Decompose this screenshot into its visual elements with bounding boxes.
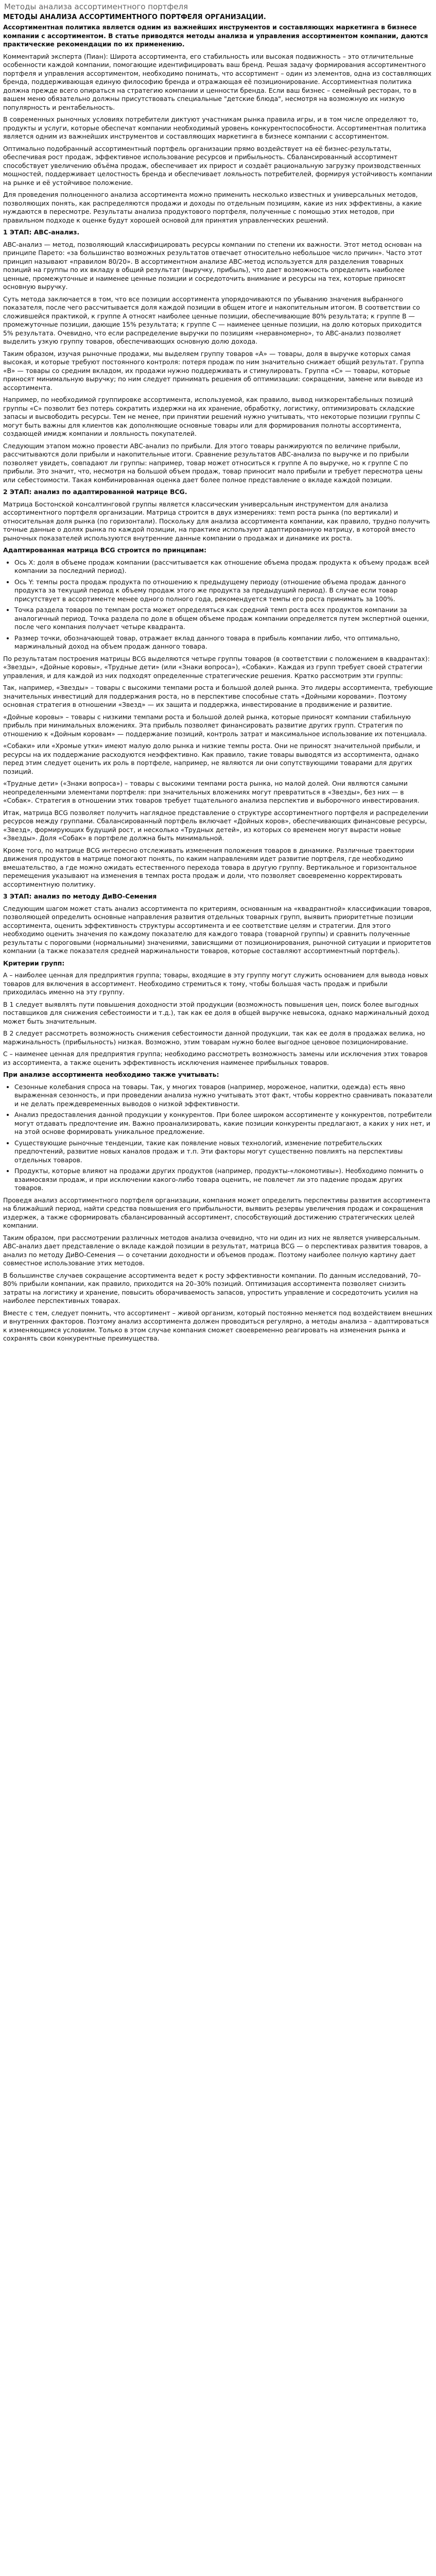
body-paragraph: Следующим шагом может стать анализ ассортимента по критериям, основанным на «квадрантной» классификации товаров, позволяющей определить основные направления развития отдельных товарных групп, выявить приоритетные позиции ассортимента, оценить эффективность структуры ассортимента и ее соответствие целям и стратегии. Для этого необходимо оценить значения по каждому показателю для каждого товара (товарной группы) и сравнить полученные результаты с пороговыми (нормальными) значениями, зависящими от позиционирования, рыночной ситуации и приоритетов компании (а также показателя средней маржинальности товаров, которые составляют ассортиментный портфель). xyxy=(3,904,432,955)
body-paragraph: Итак, матрица BCG позволяет получить наглядное представление о структуре ассортиментного портфеля и распределении ресурсов между группами. Сбалансированный портфель включает «Дойных коров», обеспечивающих финансовые ресурсы, «Звезд», формирующих будущий рост, и несколько «Трудных детей», из которых со временем могут вырасти новые «Звезды». Доля «Собак» в портфеле должна быть минимальной. xyxy=(3,808,428,842)
body-paragraph: Суть метода заключается в том, что все позиции ассортимента упорядочиваются по убыванию значения выбранного показателя, после чего рассчитывается доля каждой позиции в общем итоге и накопительным итогом. В соответствии со сложившейся практикой, к группе A относят наиболее ценные позиции, обеспечивающие 80% результата; к группе B — промежуточные позиции, дающие 15% результата; к группе C — наименее ценные позиции, на долю которых приходится 5% результата. Очевидно, что если распределение выручки по позициям «неравномерно», то ABC-анализ позволяет выделить узкую группу товаров, обеспечивающих основную долю дохода. xyxy=(3,295,422,345)
criteria-heading: Критерии групп: xyxy=(3,959,65,967)
body-paragraph: ABC-анализ — метод, позволяющий классифицировать ресурсы компании по степени их важности. Этот метод основан на принципе Парето: «за большинство возможных результатов отвечает относительно небольшое число причин». Часто этот принцип называют «правилом 80/20». В ассортиментном анализе ABC-метод используется для разделения товарных позиций на группы по их вкладу в общий результат (выручку, прибыль), что дает возможность определить наиболее ценные, промежуточные и наименее ценные позиции и сосредоточить внимание и ресурсы на тех, которые приносят основную выручку. xyxy=(3,240,423,291)
conclusion-paragraph: Таким образом, при рассмотрении различных методов анализа очевидно, что ни один из них не является универсальным. ABC-анализ дает представление о вкладе каждой позиции в результат, матрица BCG — о перспективах развития товаров, а анализ по методу ДиВО-Семения — о сочетании доходности и объемов продаж. Поэтому наиболее полную картину дает совместное использование этих методов. xyxy=(3,1233,428,1267)
body-paragraph: Для проведения полноценного анализа ассортимента можно применить несколько известных и универсальных методов, позволяющих понять, как распределяются продажи и доходы по отдельным позициям, какие из них эффективны, а какие нуждаются в пересмотре. Результаты анализа продуктового портфеля, полученные с помощью этих методов, при правильном подходе к оценке будут хорошей основой для принятия управленческих решений. xyxy=(3,191,422,224)
list-item: • Размер точки, обозначающей товар, отражает вклад данного товара в прибыль компании либо, что оптимально, маржинальный доход на объем продаж данного товара. xyxy=(14,634,433,651)
intro-paragraph: Ассортиментная политика является одним из важнейших инструментов и составляющих маркетинга в бизнесе компании с ассортиментом. В статье приводятся методы анализа и управления ассортиментом компании, даются практические рекомендации по их применению. xyxy=(3,23,428,48)
body-paragraph: «Собаки» или «Хромые утки» имеют малую долю рынка и низкие темпы роста. Они не приносят значительной прибыли, и ресурсы на их поддержание расходуются неэффективно. Как правило, такие товары выводятся из ассортимента, однако перед этим следует оценить их роль в портфеле, например, не являются ли они сопутствующими товарами для других позиций. xyxy=(3,742,421,775)
criteria-paragraph: A – наиболее ценная для предприятия группа; товары, входящие в эту группу могут служить основанием для вывода новых товаров для включения в ассортимент. Необходимо стремиться к тому, чтобы большая часть продаж и прибыли приходилась именно на эту группу. xyxy=(3,971,428,996)
body-paragraph: Например, по необходимой группировке ассортимента, используемой, как правило, вывод низкорентабельных позиций группы «С» позволит без потерь сократить издержки на их хранение, обработку, логистику, оптимизировать складские запасы и высвободить ресурсы. Тем не менее, при принятии решений нужно учитывать, что некоторые позиции группы C могут быть важны для клиентов как дополняющие основные товары или для формирования полноты ассортимента, создающей имидж компании и лояльность покупателей. xyxy=(3,396,421,437)
expert-comment: Комментарий эксперта (Пиан): Широта ассортимента, его стабильность или высокая подвижность – это отличительные особенности каждой компании, помогающие идентифицировать ваш бренд. Решая задачу формирования ассортиментного портфеля и управления ассортиментом, необходимо понимать, что ассортимент – один из элементов, одна из составляющих бренда, поддерживающая единую философию бренда и отражающая её позиционирование. Ассортиментная политика должна прежде всего опираться на стратегию компании и ценности бренда. Если ваш бизнес – семейный ресторан, то в вашем меню обязательно должны присутствовать специальные "детские блюда", несмотря на возможную их низкую популярность и рентабельность. xyxy=(3,52,432,111)
body-paragraph: Таким образом, изучая рыночные продажи, мы выделяем группу товаров «A» — товары, доля в выручке которых самая высокая, и которые требуют постоянного контроля: потеря продаж по ним значительно снижает общий результат. Группа «B» — товары со средним вкладом, их продажи нужно поддерживать и стимулировать. Группа «C» — товары, которые приносят минимальную выручку; по ним следует принимать решения об оптимизации: сокращении, замене или выводе из ассортимента. xyxy=(3,349,424,392)
list-item: • Сезонные колебания спроса на товары. Так, у многих товаров (например, мороженое, напитки, одежда) есть явно выраженная сезонность, и при проведении анализа нужно учитывать этот факт, чтобы корректно сравнивать показатели и не делать преждевременных выводов о низкой эффективности. xyxy=(14,1083,433,1109)
body-paragraph: Оптимально подобранный ассортиментный портфель организации прямо воздействует на её бизнес-результаты, обеспечивая рост продаж, эффективное использование ресурсов и прибыльность. Сбалансированный ассортимент способствует увеличению объёма продаж, обеспечивает их прирост и создаёт рациональную загрузку производственных мощностей, поддерживает целостность бренда и обеспечивает лояльность потребителей, формируя устойчивость компании на рынке и её устойчивое положение. xyxy=(3,144,432,187)
list-item: • Точка раздела товаров по темпам роста может определяться как средний темп роста всех продуктов компании за аналогичный период. Точка раздела по доле в общем объеме продаж компании определяется путем экспертной оценки, после чего компания получает четыре квадранта. xyxy=(14,606,433,632)
list-item: • Существующие рыночные тенденции, такие как появление новых технологий, изменение потребительских предпочтений, развитие новых каналов продаж и т.п. Эти факторы могут существенно повлиять на перспективы отдельных товаров. xyxy=(14,1139,433,1165)
article-title: МЕТОДЫ АНАЛИЗА АССОРТИМЕНТНОГО ПОРТФЕЛЯ ОРГАНИЗАЦИИ. xyxy=(3,13,266,21)
recommendations-heading: При анализе ассортимента необходимо также учитывать: xyxy=(3,1071,219,1078)
list-item: • Анализ предоставления данной продукции у конкурентов. При более широком ассортименте у конкурентов, потребители могут отдавать предпочтение им. Важно проанализировать, какие позиции конкуренты предлагают, а каких у них нет, и на этой основе формировать уникальное предложение. xyxy=(14,1111,433,1137)
body-paragraph: Матрица Бостонской консалтинговой группы является классическим универсальным инструментом для анализа ассортиментного портфеля организации. Матрица строится в двух измерениях: темп роста рынка (по вертикали) и относительная доля рынка (по горизонтали). Поскольку для анализа ассортимента компании, как правило, трудно получить точные данные о долях рынка по каждой позиции, на практике используют адаптированную матрицу, в которой вместо рыночных показателей используются внутренние данные компании о продажах и динамике их роста. xyxy=(3,500,430,542)
conclusion-paragraph: В большинстве случаев сокращение ассортимента ведет к росту эффективности компании. По данным исследований, 70–80% прибыли компании, как правило, приходится на 20–30% позиций. Оптимизация ассортимента позволяет снизить затраты на логистику и хранение, повысить оборачиваемость запасов, упростить управление и сосредоточить усилия на наиболее перспективных товарах. xyxy=(3,1271,421,1304)
section-heading-divo: 3 ЭТАП: анализ по методу ДиВО-Семения xyxy=(3,892,157,900)
body-paragraph: «Дойные коровы» – товары с низкими темпами роста и большой долей рынка, которые приносят компании стабильную прибыль при минимальных вложениях. Эта прибыль позволяет финансировать развитие других групп. Стратегия по отношению к «Дойным коровам» — поддержание позиций, контроль затрат и максимальное использование их потенциала. xyxy=(3,713,427,738)
body-paragraph: Следующим этапом можно провести ABC-анализ по прибыли. Для этого товары ранжируются по величине прибыли, рассчитываются доли прибыли и накопительные итоги. Сравнение результатов ABC-анализа по выручке и по прибыли позволяет увидеть, совпадают ли группы: например, товар может относиться к группе A по выручке, но к группе C по прибыли. Это значит, что, несмотря на большой объем продаж, товар приносит мало прибыли и требует пересмотра цены или себестоимости. Такая комбинированная оценка дает более полное представление о вкладе каждой позиции. xyxy=(3,442,423,484)
list-item: • Ось Y: темпы роста продаж продукта по отношению к предыдущему периоду (отношение объема продаж данного продукта за текущий период к объему продаж этого же продукта за предыдущий период). В случае если товар присутствует в ассортименте менее одного полного года, рекомендуется темпы его роста принимать за 100%. xyxy=(14,578,433,604)
list-item: • Ось X: доля в объеме продаж компании (рассчитывается как отношение объема продаж продукта к объему продаж всей компании за последний период). xyxy=(14,558,433,575)
section-heading-abc: 1 ЭТАП: ABC-анализ. xyxy=(3,228,80,236)
criteria-paragraph: C – наименее ценная для предприятия группа; необходимо рассмотреть возможность замены или исключения этих товаров из ассортимента, а также оценить эффективность исключения наименее прибыльных товаров. xyxy=(3,1050,428,1066)
body-paragraph: Кроме того, по матрице BCG интересно отслеживать изменения положения товаров в динамике. Различные траектории движения продуктов в матрице помогают понять, по каким направлениям идет развитие портфеля, где необходимо вмешательство, а где можно ожидать естественного перехода товара в другую группу. Вертикальное и горизонтальное перемещения указывают на изменения в темпах роста продаж и доли, что позволяет своевременно корректировать ассортиментную политику. xyxy=(3,846,417,888)
body-paragraph: Так, например, «Звезды» – товары с высокими темпами роста и большой долей рынка. Это лидеры ассортимента, требующие значительных инвестиций для поддержания роста, но в перспективе способные стать «Дойными коровами». Поэтому основная стратегия в отношении «Звезд» — их защита и поддержка, инвестирование в продвижение и развитие. xyxy=(3,684,433,708)
body-paragraph: «Трудные дети» («Знаки вопроса») – товары с высокими темпами роста рынка, но малой долей. Они являются самыми неопределенными элементами портфеля: при значительных вложениях могут превратиться в «Звезды», без них — в «Собак». Стратегия в отношении этих товаров требует тщательного анализа перспектив и выборочного инвестирования. xyxy=(3,779,420,804)
list-item: • Продукты, которые влияют на продажи других продуктов (например, продукты-«локомотивы»). Необходимо помнить о взаимосвязи продаж, и при исключении какого-либо товара оценить, не повлечет ли это падение продаж других товаров. xyxy=(14,1167,433,1193)
conclusion-paragraph: Проведя анализ ассортиментного портфеля организации, компания может определить перспективы развития ассортимента на ближайший период, найти средства повышения его прибыльности, выявить резервы увеличения продаж и сокращения издержек, а также сформировать сбалансированный ассортимент, способствующий достижению стратегических целей компании. xyxy=(3,1196,431,1229)
section-heading-bcg: 2 ЭТАП: анализ по адаптированной матрице BCG. xyxy=(3,488,187,496)
site-title: Методы анализа ассортиментного портфеля xyxy=(4,2,188,11)
criteria-paragraph: В 2 следует рассмотреть возможность снижения себестоимости данной продукции, так как ее доля в продажах велика, но маржинальность (прибыльность) низкая. Возможно, этим товарам нужно более выгодное ценовое позиционирование. xyxy=(3,1029,425,1046)
conclusion-paragraph: Вместе с тем, следует помнить, что ассортимент – живой организм, который постоянно меняется под воздействием внешних и внутренних факторов. Поэтому анализ ассортимента должен проводиться регулярно, а методы анализа – адаптироваться к изменяющимся условиям. Только в этом случае компания сможет своевременно реагировать на изменения рынка и сохранять свои конкурентные преимущества. xyxy=(3,1309,433,1342)
bcg-principles-heading: Адаптированная матрица BCG строится по принципам: xyxy=(3,546,207,554)
body-paragraph: В современных рыночных условиях потребители диктуют участникам рынка правила игры, и в том числе определяют то, продукты и услуги, которые обеспечат компании необходимый уровень конкурентоспособности. Ассортиментная политика является одним из важнейших инструментов и составляющих маркетинга в бизнесе компании с ассортиментом. xyxy=(3,115,426,140)
bcg-principles-list xyxy=(3,558,433,651)
criteria-paragraph: В 1 следует выявлять пути повышения доходности этой продукции (возможность повышения цен, поиск более выгодных поставщиков для снижения себестоимости и т.д.), так как ее доля в общей выручке невысока, однако маржинальный доход может быть значительным. xyxy=(3,1000,429,1025)
body-paragraph: По результатам построения матрицы BCG выделяются четыре группы товаров (в соответствии с положением в квадрантах): «Звезды», «Дойные коровы», «Трудные дети» (или «Знаки вопроса»), «Собаки». Каждая из групп требует своей стратегии управления, и для каждой из них подходят определенные стратегические решения. Кратко рассмотрим эти группы: xyxy=(3,654,430,680)
recommendations-list xyxy=(3,1083,433,1193)
